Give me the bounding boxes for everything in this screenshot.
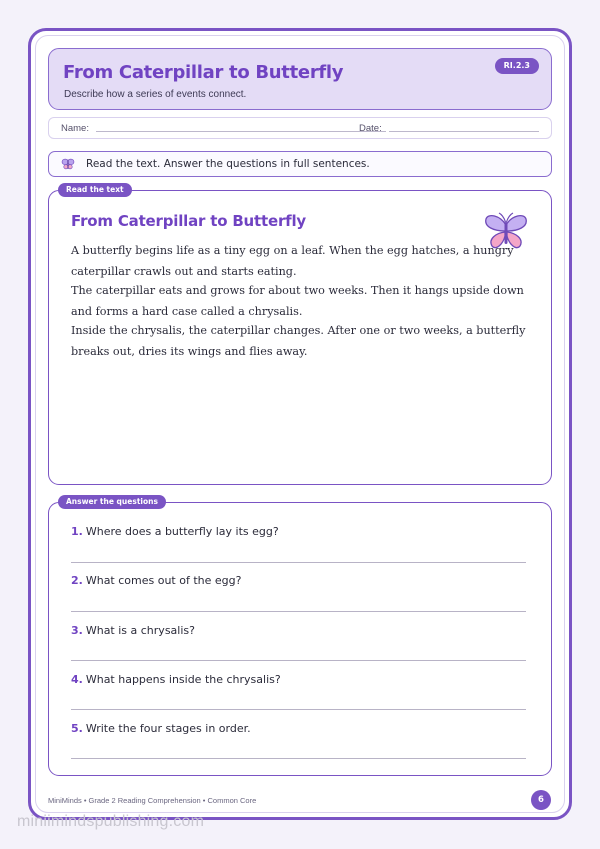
question-2 bbox=[71, 574, 241, 587]
passage-paragraph: The caterpillar eats and grows for about two weeks. Then it hangs upside down and forms a hard case called a chrysalis. bbox=[71, 284, 524, 318]
standard-badge: RI.2.3 bbox=[495, 58, 539, 74]
butterfly-icon bbox=[61, 157, 75, 171]
worksheet-title: From Caterpillar to Butterfly bbox=[63, 62, 344, 83]
passage-paragraph: A butterfly begins life as a tiny egg on a leaf. When the egg hatches, a hungry caterpillar crawls out and starts eating. bbox=[71, 244, 514, 278]
question-4 bbox=[71, 673, 281, 686]
question-5 bbox=[71, 722, 251, 735]
name-label: Name: bbox=[61, 123, 89, 134]
instructions-box bbox=[48, 151, 552, 177]
question-number: 1. bbox=[71, 525, 83, 538]
question-text: Where does a butterfly lay its egg? bbox=[85, 525, 279, 538]
question-number: 5. bbox=[71, 722, 83, 735]
question-number: 4. bbox=[71, 673, 83, 686]
answer-line-4[interactable] bbox=[71, 709, 526, 710]
question-number: 3. bbox=[71, 624, 83, 637]
name-date-row bbox=[48, 117, 552, 139]
worksheet-subtitle: Describe how a series of events connect. bbox=[64, 89, 247, 100]
question-number: 2. bbox=[71, 574, 83, 587]
footer-text: MiniMinds • Grade 2 Reading Comprehension • Common Core bbox=[48, 796, 257, 805]
question-1 bbox=[71, 525, 279, 538]
date-label: Date: bbox=[359, 123, 382, 134]
reading-section-tab: Read the text bbox=[58, 183, 132, 197]
answer-line-1[interactable] bbox=[71, 562, 526, 563]
question-3 bbox=[71, 624, 195, 637]
answer-line-3[interactable] bbox=[71, 660, 526, 661]
question-text: Write the four stages in order. bbox=[85, 722, 251, 735]
page-number-badge: 6 bbox=[531, 790, 551, 810]
passage-title: From Caterpillar to Butterfly bbox=[71, 212, 306, 230]
watermark: miniimindspublishing.com bbox=[17, 813, 205, 830]
question-text: What comes out of the egg? bbox=[85, 574, 242, 587]
passage-paragraph: Inside the chrysalis, the caterpillar changes. After one or two weeks, a butterfly breaks out, dries its wings and flies away. bbox=[71, 324, 526, 358]
instructions-text: Read the text. Answer the questions in full sentences. bbox=[86, 158, 370, 170]
question-text: What happens inside the chrysalis? bbox=[85, 673, 281, 686]
name-field[interactable] bbox=[96, 131, 386, 132]
questions-section-tab: Answer the questions bbox=[58, 495, 166, 509]
answer-line-2[interactable] bbox=[71, 611, 526, 612]
date-field[interactable] bbox=[389, 131, 539, 132]
header-card bbox=[48, 48, 552, 110]
answer-line-5[interactable] bbox=[71, 758, 526, 759]
question-text: What is a chrysalis? bbox=[85, 624, 195, 637]
